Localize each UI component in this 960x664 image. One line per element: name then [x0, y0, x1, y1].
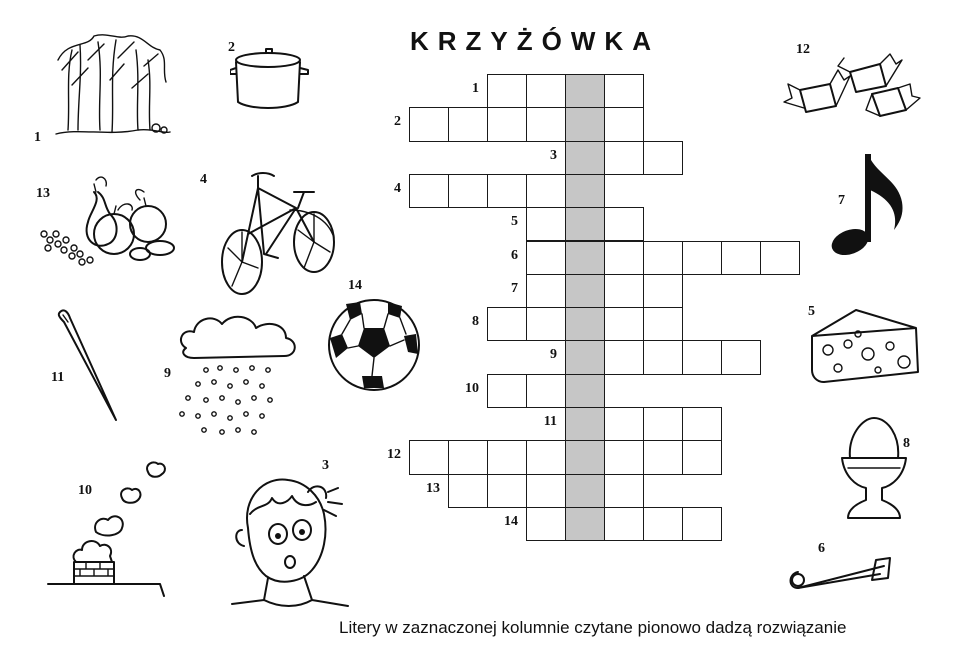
- crossword-cell[interactable]: [604, 474, 644, 508]
- crossword-cell[interactable]: [721, 241, 761, 275]
- crossword-cell[interactable]: [604, 407, 644, 441]
- picture-number-8: 8: [903, 436, 910, 451]
- picture-number-9: 9: [164, 366, 171, 381]
- crossword-cell[interactable]: [526, 241, 566, 275]
- crossword-cell[interactable]: [643, 141, 683, 175]
- crossword-cell[interactable]: [526, 74, 566, 108]
- row-number-5: 5: [511, 214, 518, 230]
- forest-icon: [48, 30, 174, 140]
- crossword-cell[interactable]: [604, 440, 644, 474]
- crossword-cell[interactable]: [526, 107, 566, 141]
- bicycle-icon: [218, 158, 342, 298]
- crossword-cell[interactable]: [487, 374, 527, 408]
- picture-number-3: 3: [322, 458, 329, 473]
- boy-thinking-icon: [228, 468, 354, 616]
- picture-number-4: 4: [200, 172, 207, 187]
- crossword-cell[interactable]: [604, 74, 644, 108]
- crossword-cell[interactable]: [643, 274, 683, 308]
- crossword-cell[interactable]: [526, 507, 566, 541]
- chimney-smoke-icon: [44, 458, 168, 600]
- crossword-cell[interactable]: [448, 440, 488, 474]
- crossword-cell[interactable]: [604, 340, 644, 374]
- crossword-cell[interactable]: [682, 241, 722, 275]
- football-icon: [326, 298, 422, 392]
- picture-number-10: 10: [78, 483, 92, 498]
- picture-number-1: 1: [34, 130, 41, 145]
- crossword-cell[interactable]: [604, 241, 644, 275]
- picture-number-13: 13: [36, 186, 50, 201]
- crossword-cell[interactable]: [643, 241, 683, 275]
- row-number-4: 4: [394, 180, 401, 196]
- row-number-7: 7: [511, 280, 518, 296]
- crossword-cell[interactable]: [643, 440, 683, 474]
- safety-pin-icon: [784, 548, 894, 596]
- solution-cell[interactable]: [565, 74, 605, 108]
- crossword-cell[interactable]: [448, 107, 488, 141]
- picture-number-14: 14: [348, 278, 362, 293]
- solution-cell[interactable]: [565, 141, 605, 175]
- solution-cell[interactable]: [565, 274, 605, 308]
- row-number-12: 12: [387, 447, 401, 463]
- crossword-cell[interactable]: [526, 174, 566, 208]
- crossword-cell[interactable]: [487, 307, 527, 341]
- row-number-2: 2: [394, 114, 401, 130]
- crossword-cell[interactable]: [526, 374, 566, 408]
- row-number-6: 6: [511, 247, 518, 263]
- crossword-cell[interactable]: [448, 174, 488, 208]
- row-number-11: 11: [543, 414, 557, 429]
- solution-cell[interactable]: [565, 107, 605, 141]
- needle-icon: [54, 306, 124, 426]
- crossword-cell[interactable]: [487, 74, 527, 108]
- music-note-icon: [828, 150, 908, 260]
- crossword-cell[interactable]: [526, 440, 566, 474]
- crossword-cell[interactable]: [643, 407, 683, 441]
- row-number-9: 9: [550, 347, 557, 363]
- solution-cell[interactable]: [565, 307, 605, 341]
- crossword-cell[interactable]: [643, 340, 683, 374]
- solution-cell[interactable]: [565, 340, 605, 374]
- crossword-cell[interactable]: [604, 107, 644, 141]
- row-number-1: 1: [472, 81, 479, 96]
- crossword-cell[interactable]: [409, 174, 449, 208]
- crossword-cell[interactable]: [487, 107, 527, 141]
- solution-cell[interactable]: [565, 174, 605, 208]
- crossword-cell[interactable]: [604, 207, 644, 241]
- crossword-cell[interactable]: [604, 307, 644, 341]
- crossword-cell[interactable]: [487, 174, 527, 208]
- picture-number-5: 5: [808, 304, 815, 319]
- egg-cup-icon: [838, 414, 910, 524]
- picture-number-12: 12: [796, 42, 810, 57]
- solution-caption: Litery w zaznaczonej kolumnie czytane pionowo dadzą rozwiązanie: [339, 618, 847, 637]
- solution-cell[interactable]: [565, 440, 605, 474]
- solution-cell[interactable]: [565, 507, 605, 541]
- row-number-14: 14: [504, 513, 518, 529]
- row-number-13: 13: [426, 480, 440, 496]
- crossword-cell[interactable]: [721, 340, 761, 374]
- crossword-cell[interactable]: [682, 340, 722, 374]
- solution-cell[interactable]: [565, 374, 605, 408]
- crossword-cell[interactable]: [526, 307, 566, 341]
- picture-number-6: 6: [818, 541, 825, 556]
- cloud-hail-icon: [176, 312, 302, 440]
- fruits-icon: [36, 170, 186, 268]
- crossword-cell[interactable]: [643, 507, 683, 541]
- crossword-cell[interactable]: [604, 274, 644, 308]
- picture-number-11: 11: [51, 370, 65, 385]
- crossword-cell[interactable]: [487, 440, 527, 474]
- cheese-icon: [808, 306, 922, 386]
- picture-number-2: 2: [228, 40, 235, 55]
- solution-cell[interactable]: [565, 474, 605, 508]
- crossword-cell[interactable]: [487, 474, 527, 508]
- row-number-10: 10: [465, 380, 479, 396]
- crossword-cell[interactable]: [643, 307, 683, 341]
- candies-icon: [780, 50, 922, 122]
- crossword-cell[interactable]: [682, 507, 722, 541]
- pot-icon: [230, 44, 310, 114]
- crossword-cell[interactable]: [760, 241, 800, 275]
- crossword-cell[interactable]: [604, 507, 644, 541]
- crossword-cell[interactable]: [526, 207, 566, 241]
- crossword-cell[interactable]: [682, 440, 722, 474]
- picture-number-7: 7: [838, 193, 845, 208]
- row-number-3: 3: [550, 147, 557, 163]
- solution-cell[interactable]: [565, 241, 605, 275]
- page-title: KRZYŻÓWKA: [410, 26, 660, 56]
- solution-cell[interactable]: [565, 407, 605, 441]
- crossword-cell[interactable]: [409, 440, 449, 474]
- crossword-cell[interactable]: [682, 407, 722, 441]
- row-number-8: 8: [472, 314, 479, 330]
- crossword-cell[interactable]: [526, 474, 566, 508]
- crossword-cell[interactable]: [409, 107, 449, 141]
- crossword-cell[interactable]: [604, 141, 644, 175]
- solution-cell[interactable]: [565, 207, 605, 241]
- crossword-cell[interactable]: [448, 474, 488, 508]
- crossword-cell[interactable]: [526, 274, 566, 308]
